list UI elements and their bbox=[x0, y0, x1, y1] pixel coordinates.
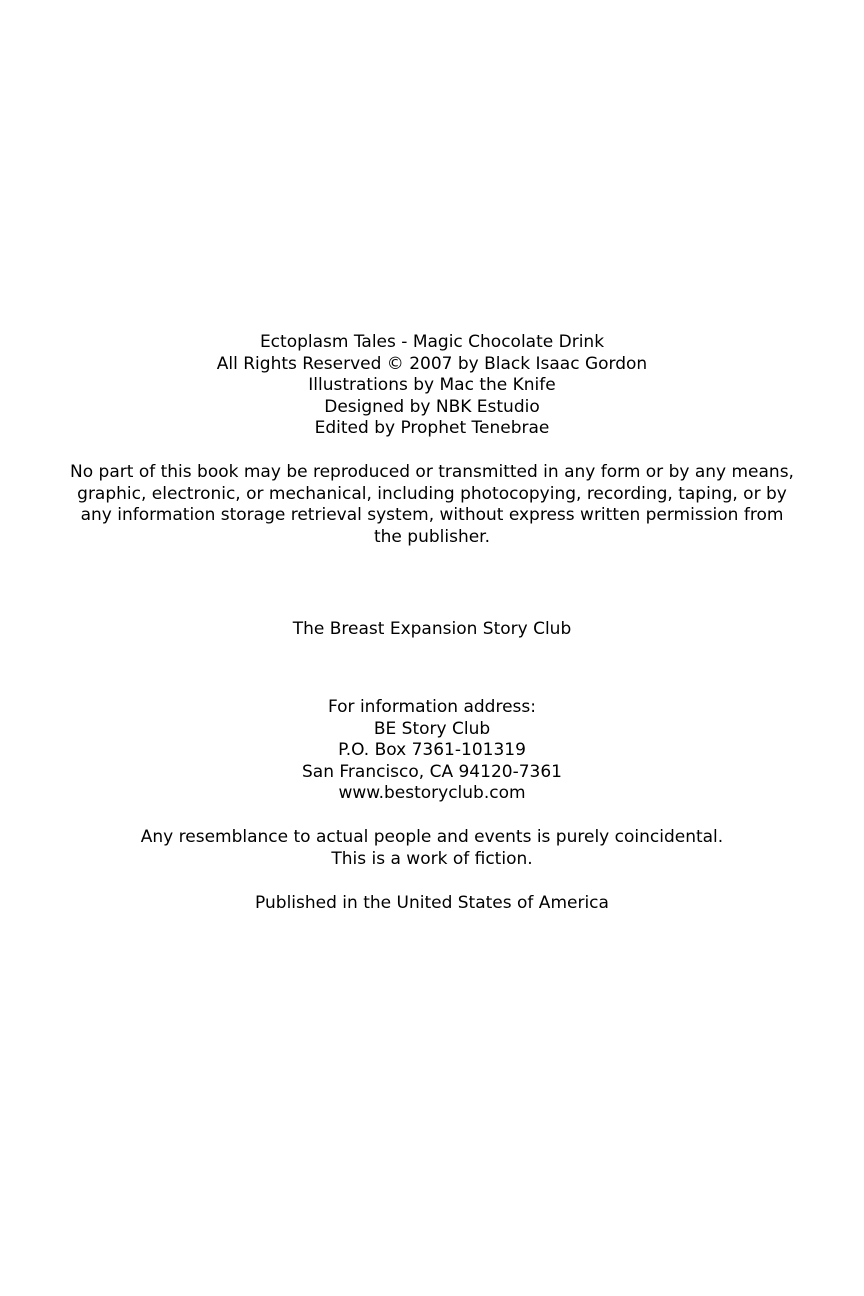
rights-notice-line: the publisher. bbox=[373, 526, 491, 547]
rights-notice-line: No part of this book may be reproduced or transmitted in any form or by any means, bbox=[70, 462, 794, 482]
copyright-line: All Rights Reserved © 2007 by Black Isaac Gordon bbox=[216, 353, 648, 374]
rights-notice bbox=[0, 462, 864, 548]
contact-heading: For information address: bbox=[327, 697, 536, 717]
disclaimer-line: Any resemblance to actual people and events is purely coincidental. bbox=[140, 827, 724, 847]
publisher-block bbox=[0, 619, 864, 641]
publisher-name: The Breast Expansion Story Club bbox=[292, 619, 572, 639]
rights-notice-line: any information storage retrieval system, without express written permission from bbox=[80, 505, 784, 526]
contact-organization: BE Story Club bbox=[373, 718, 491, 739]
illustrator-credit: Illustrations by Mac the Knife bbox=[308, 375, 556, 396]
contact-address bbox=[0, 697, 864, 805]
contact-po-box: P.O. Box 7361-101319 bbox=[338, 740, 526, 761]
designer-credit: Designed by NBK Estudio bbox=[324, 396, 540, 417]
credits-block bbox=[0, 332, 864, 440]
book-title: Ectoplasm Tales - Magic Chocolate Drink bbox=[259, 332, 605, 352]
rights-notice-line: graphic, electronic, or mechanical, including photocopying, recording, taping, or by bbox=[77, 483, 787, 504]
contact-website: www.bestoryclub.com bbox=[338, 783, 526, 804]
published-block bbox=[0, 893, 864, 915]
disclaimer-line: This is a work of fiction. bbox=[331, 848, 533, 869]
contact-city: San Francisco, CA 94120-7361 bbox=[302, 761, 562, 782]
editor-credit: Edited by Prophet Tenebrae bbox=[314, 418, 550, 439]
publication-country: Published in the United States of America bbox=[255, 893, 609, 913]
disclaimer-block bbox=[0, 827, 864, 870]
